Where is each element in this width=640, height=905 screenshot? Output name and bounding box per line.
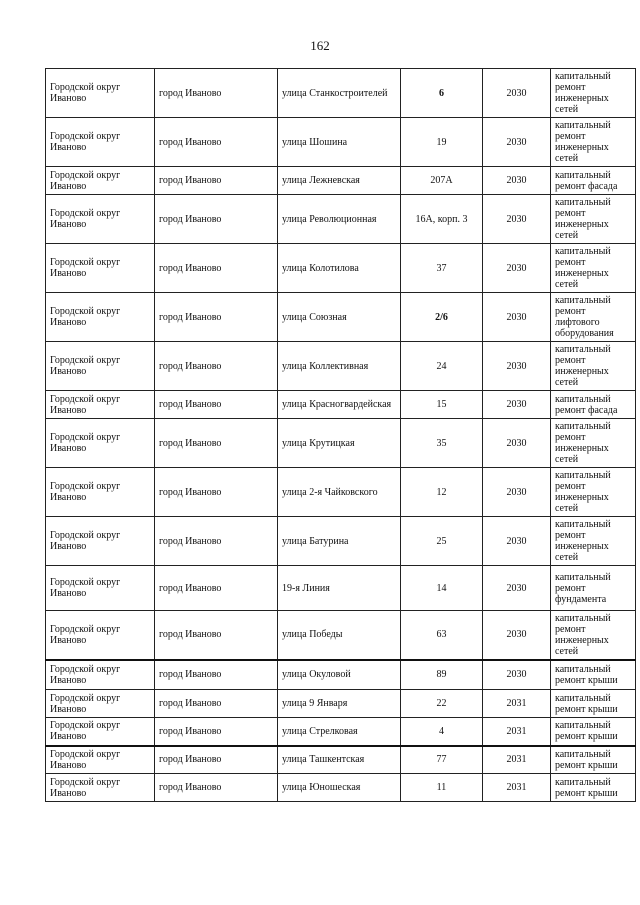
work-type-cell: капитальный ремонт инженерных сетей	[551, 342, 636, 391]
table-row	[46, 660, 636, 690]
table-row	[46, 517, 636, 566]
housing-repair-table	[45, 68, 636, 802]
work-type-cell: капитальный ремонт лифтового оборудования	[551, 293, 636, 342]
year-cell: 2030	[483, 660, 551, 690]
work-type-cell: капитальный ремонт крыши	[551, 660, 636, 690]
street-cell: 19-я Линия	[278, 566, 401, 611]
table-row	[46, 718, 636, 746]
house-number-cell: 89	[401, 660, 483, 690]
okrug-cell: Городской округ Иваново	[46, 746, 155, 774]
street-cell: улица Союзная	[278, 293, 401, 342]
house-number-cell: 4	[401, 718, 483, 746]
year-cell: 2030	[483, 118, 551, 167]
year-cell: 2031	[483, 718, 551, 746]
street-cell: улица Ташкентская	[278, 746, 401, 774]
year-cell: 2030	[483, 69, 551, 118]
okrug-cell: Городской округ Иваново	[46, 118, 155, 167]
city-cell: город Иваново	[155, 746, 278, 774]
work-type-cell: капитальный ремонт инженерных сетей	[551, 69, 636, 118]
city-cell: город Иваново	[155, 342, 278, 391]
house-number-cell: 12	[401, 468, 483, 517]
house-number-cell: 24	[401, 342, 483, 391]
street-cell: улица Стрелковая	[278, 718, 401, 746]
year-cell: 2030	[483, 391, 551, 419]
city-cell: город Иваново	[155, 611, 278, 660]
table-body	[46, 69, 636, 802]
year-cell: 2030	[483, 517, 551, 566]
work-type-cell: капитальный ремонт инженерных сетей	[551, 611, 636, 660]
street-cell: улица Победы	[278, 611, 401, 660]
year-cell: 2030	[483, 468, 551, 517]
year-cell: 2030	[483, 195, 551, 244]
street-cell: улица Колотилова	[278, 244, 401, 293]
street-cell: улица Батурина	[278, 517, 401, 566]
table-row	[46, 118, 636, 167]
work-type-cell: капитальный ремонт инженерных сетей	[551, 468, 636, 517]
okrug-cell: Городской округ Иваново	[46, 244, 155, 293]
year-cell: 2030	[483, 342, 551, 391]
city-cell: город Иваново	[155, 244, 278, 293]
street-cell: улица Коллективная	[278, 342, 401, 391]
page-number: 162	[310, 38, 330, 53]
okrug-cell: Городской округ Иваново	[46, 391, 155, 419]
table-row	[46, 195, 636, 244]
house-number-cell: 37	[401, 244, 483, 293]
city-cell: город Иваново	[155, 391, 278, 419]
city-cell: город Иваново	[155, 690, 278, 718]
year-cell: 2031	[483, 746, 551, 774]
house-number-cell: 19	[401, 118, 483, 167]
table-row	[46, 746, 636, 774]
year-cell: 2030	[483, 566, 551, 611]
work-type-cell: капитальный ремонт фасада	[551, 391, 636, 419]
table-row	[46, 690, 636, 718]
year-cell: 2030	[483, 293, 551, 342]
table-row	[46, 244, 636, 293]
okrug-cell: Городской округ Иваново	[46, 718, 155, 746]
okrug-cell: Городской округ Иваново	[46, 566, 155, 611]
work-type-cell: капитальный ремонт инженерных сетей	[551, 517, 636, 566]
year-cell: 2030	[483, 611, 551, 660]
table-row	[46, 468, 636, 517]
table-row	[46, 342, 636, 391]
work-type-cell: капитальный ремонт крыши	[551, 690, 636, 718]
okrug-cell: Городской округ Иваново	[46, 293, 155, 342]
city-cell: город Иваново	[155, 517, 278, 566]
street-cell: улица Окуловой	[278, 660, 401, 690]
work-type-cell: капитальный ремонт крыши	[551, 746, 636, 774]
okrug-cell: Городской округ Иваново	[46, 69, 155, 118]
okrug-cell: Городской округ Иваново	[46, 419, 155, 468]
table-row	[46, 167, 636, 195]
work-type-cell: капитальный ремонт крыши	[551, 774, 636, 802]
city-cell: город Иваново	[155, 293, 278, 342]
city-cell: город Иваново	[155, 660, 278, 690]
house-number-cell: 15	[401, 391, 483, 419]
year-cell: 2030	[483, 167, 551, 195]
work-type-cell: капитальный ремонт фундамента	[551, 566, 636, 611]
work-type-cell: капитальный ремонт крыши	[551, 718, 636, 746]
street-cell: улица Красногвардейская	[278, 391, 401, 419]
okrug-cell: Городской округ Иваново	[46, 468, 155, 517]
house-number-cell: 14	[401, 566, 483, 611]
table-row	[46, 69, 636, 118]
city-cell: город Иваново	[155, 118, 278, 167]
house-number-cell: 11	[401, 774, 483, 802]
house-number-cell: 16А, корп. 3	[401, 195, 483, 244]
house-number-cell: 2/6	[401, 293, 483, 342]
table-row	[46, 391, 636, 419]
okrug-cell: Городской округ Иваново	[46, 690, 155, 718]
table-row	[46, 774, 636, 802]
okrug-cell: Городской округ Иваново	[46, 342, 155, 391]
house-number-cell: 63	[401, 611, 483, 660]
street-cell: улица Крутицкая	[278, 419, 401, 468]
work-type-cell: капитальный ремонт фасада	[551, 167, 636, 195]
house-number-cell: 22	[401, 690, 483, 718]
street-cell: улица Шошина	[278, 118, 401, 167]
street-cell: улица Юношеская	[278, 774, 401, 802]
okrug-cell: Городской округ Иваново	[46, 774, 155, 802]
work-type-cell: капитальный ремонт инженерных сетей	[551, 195, 636, 244]
street-cell: улица 9 Января	[278, 690, 401, 718]
city-cell: город Иваново	[155, 195, 278, 244]
table-row	[46, 611, 636, 660]
work-type-cell: капитальный ремонт инженерных сетей	[551, 244, 636, 293]
house-number-cell: 25	[401, 517, 483, 566]
table-row	[46, 293, 636, 342]
okrug-cell: Городской округ Иваново	[46, 660, 155, 690]
city-cell: город Иваново	[155, 468, 278, 517]
work-type-cell: капитальный ремонт инженерных сетей	[551, 118, 636, 167]
year-cell: 2031	[483, 774, 551, 802]
year-cell: 2030	[483, 419, 551, 468]
city-cell: город Иваново	[155, 419, 278, 468]
street-cell: улица Лежневская	[278, 167, 401, 195]
street-cell: улица 2-я Чайковского	[278, 468, 401, 517]
year-cell: 2031	[483, 690, 551, 718]
street-cell: улица Станкостроителей	[278, 69, 401, 118]
table-row	[46, 419, 636, 468]
work-type-cell: капитальный ремонт инженерных сетей	[551, 419, 636, 468]
house-number-cell: 35	[401, 419, 483, 468]
city-cell: город Иваново	[155, 566, 278, 611]
city-cell: город Иваново	[155, 718, 278, 746]
city-cell: город Иваново	[155, 167, 278, 195]
house-number-cell: 207А	[401, 167, 483, 195]
okrug-cell: Городской округ Иваново	[46, 517, 155, 566]
okrug-cell: Городской округ Иваново	[46, 195, 155, 244]
year-cell: 2030	[483, 244, 551, 293]
street-cell: улица Революционная	[278, 195, 401, 244]
house-number-cell: 6	[401, 69, 483, 118]
table-row	[46, 566, 636, 611]
city-cell: город Иваново	[155, 774, 278, 802]
city-cell: город Иваново	[155, 69, 278, 118]
okrug-cell: Городской округ Иваново	[46, 167, 155, 195]
house-number-cell: 77	[401, 746, 483, 774]
okrug-cell: Городской округ Иваново	[46, 611, 155, 660]
